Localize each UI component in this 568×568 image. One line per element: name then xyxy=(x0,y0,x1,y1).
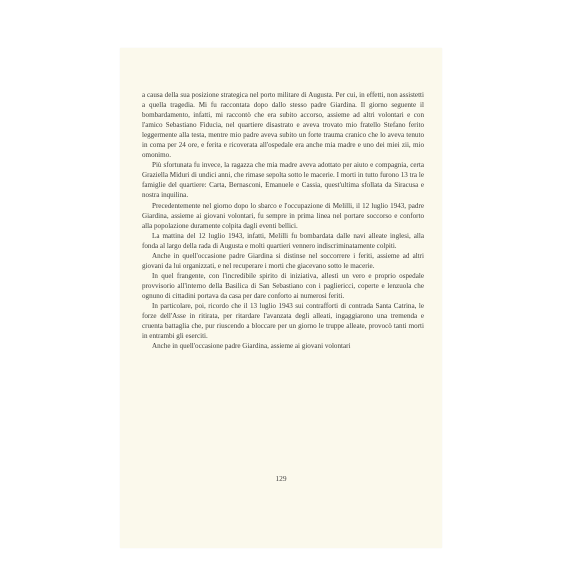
book-page xyxy=(120,48,442,548)
paragraph: Anche in quell'occasione padre Giardina, assieme ai giovani volontari xyxy=(152,342,351,351)
page-text-block xyxy=(142,90,424,351)
paragraph: Anche in quell'occasione padre Giardina si distinse nel soccorrere i feriti, assieme ad altri giovani da lui organizzati, e nel recuperare i morti che giacevano sotto le macerie. xyxy=(142,251,424,270)
page-number: 129 xyxy=(275,474,287,483)
paragraph: In particolare, poi, ricordo che il 13 luglio 1943 sui contrafforti di contrada Santa Catrina, le forze dell'Asse in ritirata, per ritardare l'avanzata degli alleati, ingaggiarono una tremenda e cruenta battaglia che, pur riuscendo a bloccare per un giorno le truppe alleate, provocò tanti morti in entrambi gli eserciti. xyxy=(142,301,424,341)
paragraph: Più sfortunata fu invece, la ragazza che mia madre aveva adottato per aiuto e compagnia, certa Graziella Miduri di undici anni, che rimase sepolta sotto le macerie. I morti in tutto furono 13 tra le famiglie del quartiere: Carta, Bernasconi, Emanuele e Cassia, quest'ultima sfollata da Siracusa e nostra inquilina. xyxy=(142,161,424,200)
paragraph: In quel frangente, con l'incredibile spirito di iniziativa, allestì un vero e proprio ospedale provvisorio all'interno della Basilica di San Sebastiano con i pagliericci, coperte e lenzuola che ognuno di cittadini portava da casa per dare conforto ai numerosi feriti. xyxy=(142,271,424,300)
paragraph: Precedentemente nel giorno dopo lo sbarco e l'occupazione di Melilli, il 12 luglio 1943, padre Giardina, assieme ai giovani volontari, fu sempre in prima linea nel portare soccorso e conforto alla popolazione duramente colpita dagli eventi bellici. xyxy=(142,201,424,230)
paragraph: a causa della sua posizione strategica nel porto militare di Augusta. Per cui, in effetti, non assistetti a quella tragedia. Mi fu raccontata dopo dallo stesso padre Giardina. Il giorno seguente il bombardamento, infatti, mi raccontò che era subito accorso, assieme ad altri volontari e con l'amico Sebastiano Fiducia, nel quartiere disastrato e aveva trovato mio fratello Stefano ferito leggermente alla testa, mentre mio padre aveva subito un forte trauma cranico che lo aveva tenuto in coma per 24 ore, e ferita e ricoverata all'ospedale era anche mia madre e uno dei miei zii, mio omonimo. xyxy=(142,91,424,160)
paragraph: La mattina del 12 luglio 1943, infatti, Melilli fu bombardata dalle navi alleate inglesi, alla fonda al largo della rada di Augusta e molti quartieri vennero indiscriminatamente colpiti. xyxy=(142,231,424,250)
